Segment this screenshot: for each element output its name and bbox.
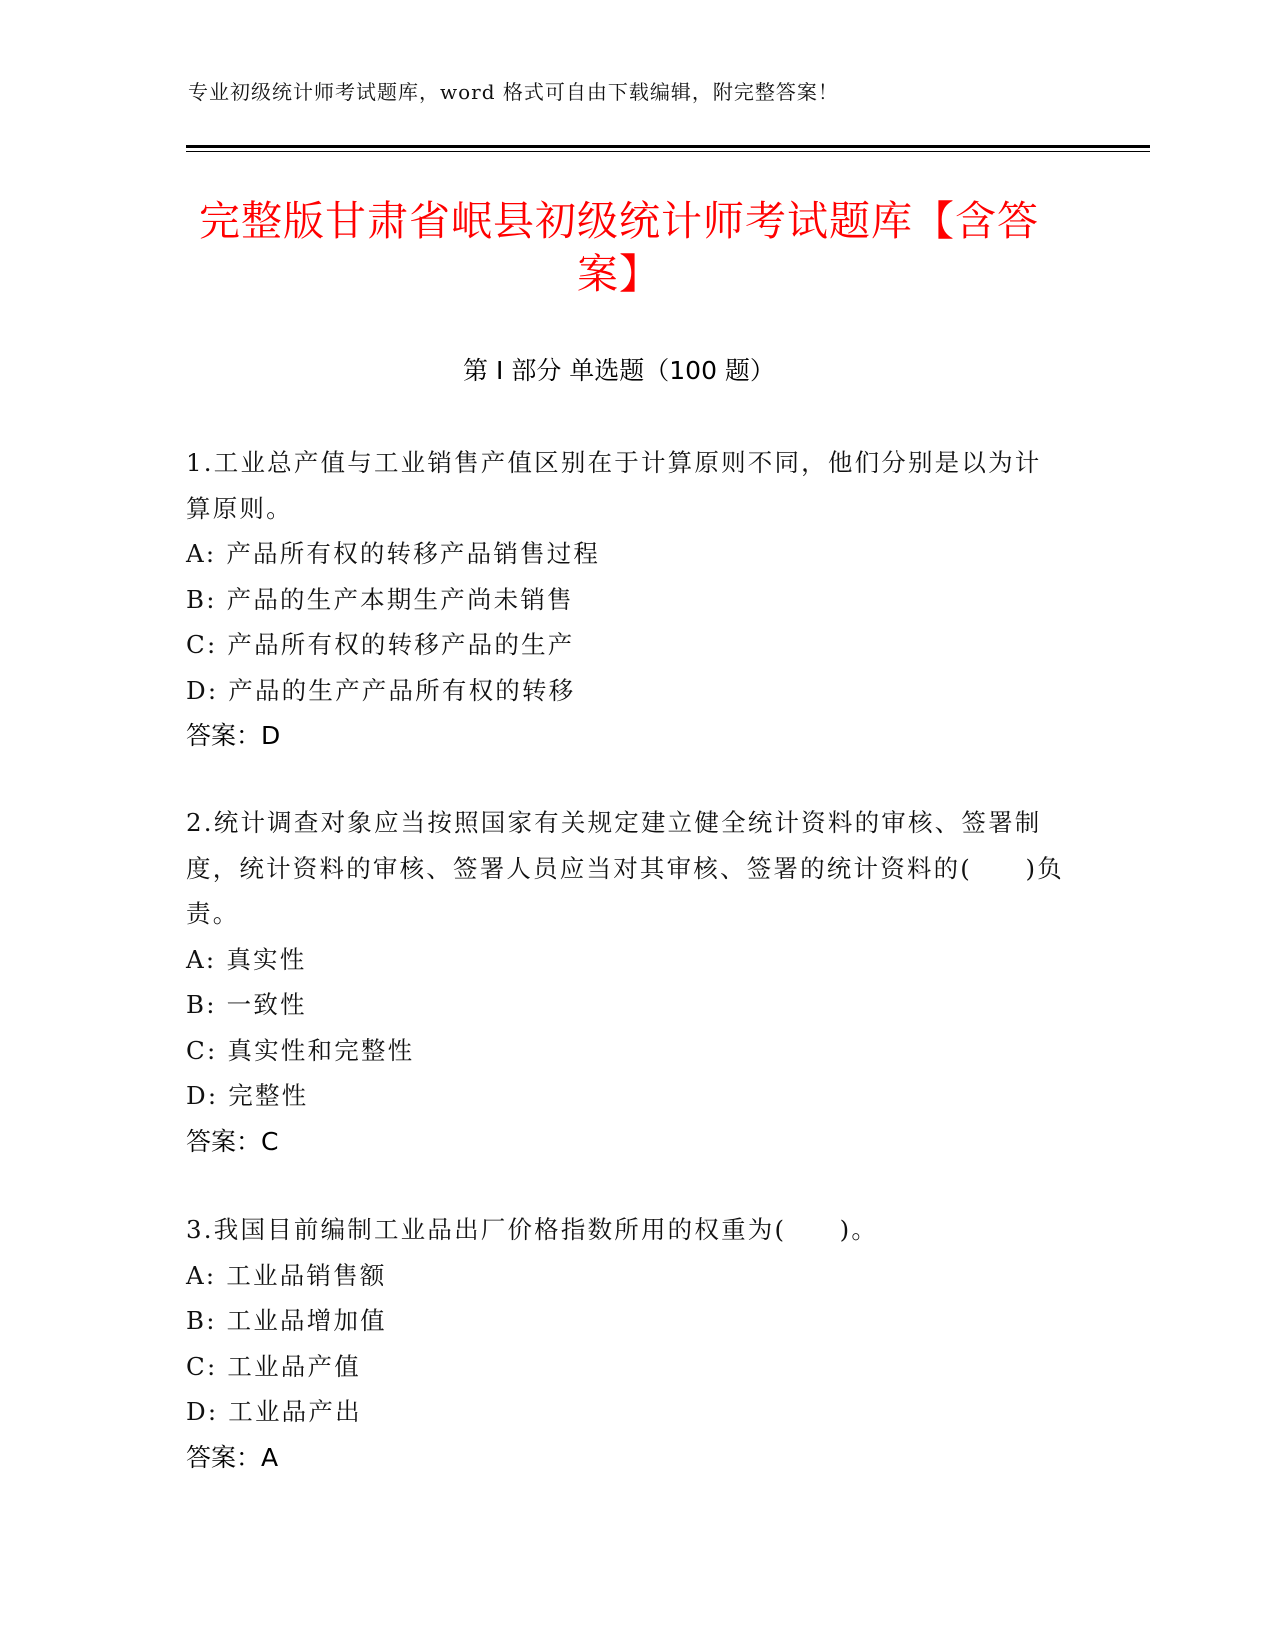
option-d: D: 完整性	[186, 1081, 309, 1110]
question-stem: 3.我国目前编制工业品出厂价格指数所用的权重为( )。	[186, 1215, 879, 1244]
section-title: 第 I 部分 单选题（100 题）	[463, 356, 775, 385]
option-d: D: 产品的生产产品所有权的转移	[186, 675, 576, 705]
option-d: D: 工业品产出	[186, 1397, 362, 1426]
header-note: 专业初级统计师考试题库，word 格式可自由下载编辑，附完整答案！	[188, 80, 839, 104]
option-b: B: 一致性	[186, 990, 307, 1019]
option-b: B: 工业品增加值	[186, 1306, 387, 1335]
question-2	[186, 800, 1066, 1164]
question-stem: 1.工业总产值与工业销售产值区别在于计算原则不同，他们分别是以为计算原则。	[186, 448, 1042, 523]
question-stem: 2.统计调查对象应当按照国家有关规定建立健全统计资料的审核、签署制度，统计资料的审核、签署人员应当对其审核、签署的统计资料的( )负责。	[186, 808, 1064, 928]
answer-line: 答案：D	[186, 721, 281, 750]
option-c: C: 真实性和完整性	[186, 1035, 415, 1065]
answer-line: 答案：C	[186, 1126, 279, 1156]
option-c: C: 产品所有权的转移产品的生产	[186, 630, 575, 659]
option-a: A: 工业品销售额	[186, 1260, 387, 1290]
header-divider-thick	[186, 145, 1150, 148]
question-1	[186, 440, 1066, 759]
option-a: A: 真实性	[186, 944, 307, 974]
answer-line: 答案：A	[186, 1442, 279, 1472]
option-b: B: 产品的生产本期生产尚未销售	[186, 584, 574, 614]
document-title: 完整版甘肃省岷县初级统计师考试题库【含答案】	[199, 197, 1039, 298]
question-3	[186, 1207, 1066, 1480]
option-c: C: 工业品产值	[186, 1351, 361, 1381]
header-divider-thin	[186, 151, 1150, 152]
option-a: A: 产品所有权的转移产品销售过程	[186, 539, 601, 568]
